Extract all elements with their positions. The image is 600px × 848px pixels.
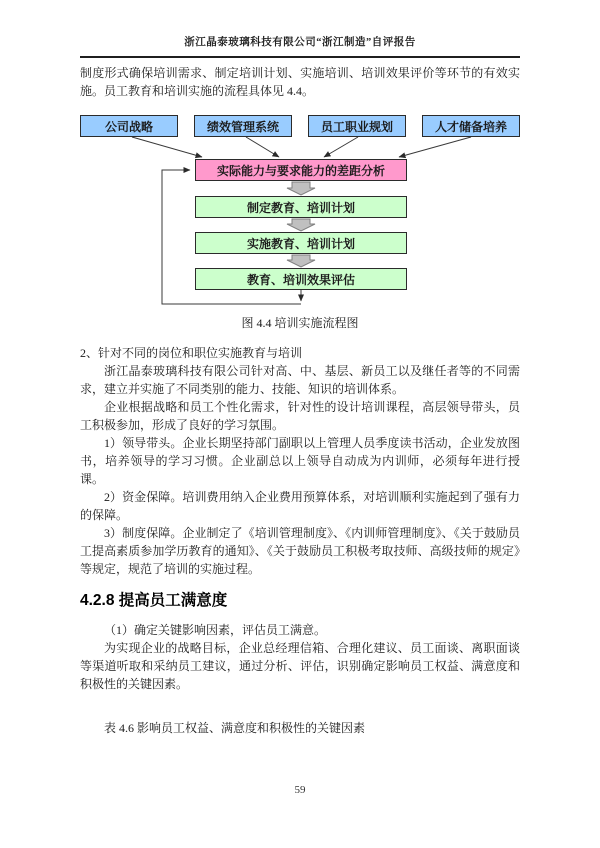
training-flowchart [80, 110, 520, 310]
list-item-1: 1）领导带头。企业长期坚持部门副职以上管理人员季度读书活动，企业发放图书，培养领导的学习习惯。企业副总以上领导自动成为内训师，必须每年进行授课。 [80, 436, 520, 486]
paragraph-satisfaction: 为实现企业的战略目标，企业总经理信箱、合理化建议、员工面谈、离职面谈等渠道听取和采纳员工建议，通过分析、评估，识别确定影响员工权益、满意度和积极性的关键因素。 [80, 641, 520, 691]
flow-step-evaluate-box: 教育、培训效果评估 [195, 268, 407, 290]
flow-input-career-planning: 员工职业规划 [308, 115, 406, 137]
list-item-3: 3）制度保障。企业制定了《培训管理制度》、《内训师管理制度》、《关于鼓励员工提高素质参加学历教育的通知》、《关于鼓励员工积极考取技师、高级技师的规定》等规定，规范了培训的实施过程。 [80, 526, 520, 576]
block-arrow-3 [287, 255, 315, 267]
flow-input-talent-reserve: 人才储备培养 [422, 115, 520, 137]
paragraph-needs: 浙江晶泰玻璃科技有限公司针对高、中、基层、新员工以及继任者等的不同需求，建立并实施了不同类别的能力、技能、知识的培训体系。 [80, 364, 520, 396]
page-header [80, 34, 520, 58]
figure-caption: 图 4.4 培训实施流程图 [241, 316, 359, 330]
table-caption: 表 4.6 影响员工权益、满意度和积极性的关键因素 [104, 721, 366, 735]
paragraph-design: 企业根据战略和员工个性化需求，针对性的设计培训课程，高层领导带头，员工积极参加，形成了良好的学习氛围。 [80, 400, 520, 432]
section-heading-428: 4.2.8 提高员工满意度 [80, 592, 228, 609]
flow-gap-analysis-box: 实际能力与要求能力的差距分析 [195, 159, 407, 181]
flow-step-plan-box: 制定教育、培训计划 [195, 196, 407, 218]
intro-paragraph: 制度形式确保培训需求、制定培训计划、实施培训、培训效果评价等环节的有效实施。员工教育和培训实施的流程具体见 4.4。 [80, 66, 520, 98]
list2-title: 2、针对不同的岗位和职位实施教育与培训 [80, 346, 303, 360]
input-arrow-1 [132, 137, 202, 157]
input-arrow-3 [324, 137, 358, 157]
list-item-2: 2）资金保障。培训费用纳入企业费用预算体系，对培训顺利实施起到了强有力的保障。 [80, 490, 520, 522]
page-number: 59 [294, 784, 306, 796]
block-arrow-2 [287, 219, 315, 231]
header-title: 浙江晶泰玻璃科技有限公司“浙江制造”自评报告 [184, 37, 416, 48]
input-arrow-4 [399, 137, 471, 157]
block-arrow-1 [287, 182, 315, 195]
paragraph-sub1: （1）确定关键影响因素，评估员工满意。 [104, 623, 327, 637]
flow-input-company-strategy: 公司战略 [80, 115, 178, 137]
flow-input-performance-system: 绩效管理系统 [194, 115, 292, 137]
page-body [80, 64, 520, 737]
flow-step-implement-box: 实施教育、培训计划 [195, 232, 407, 254]
input-arrow-2 [246, 137, 279, 157]
